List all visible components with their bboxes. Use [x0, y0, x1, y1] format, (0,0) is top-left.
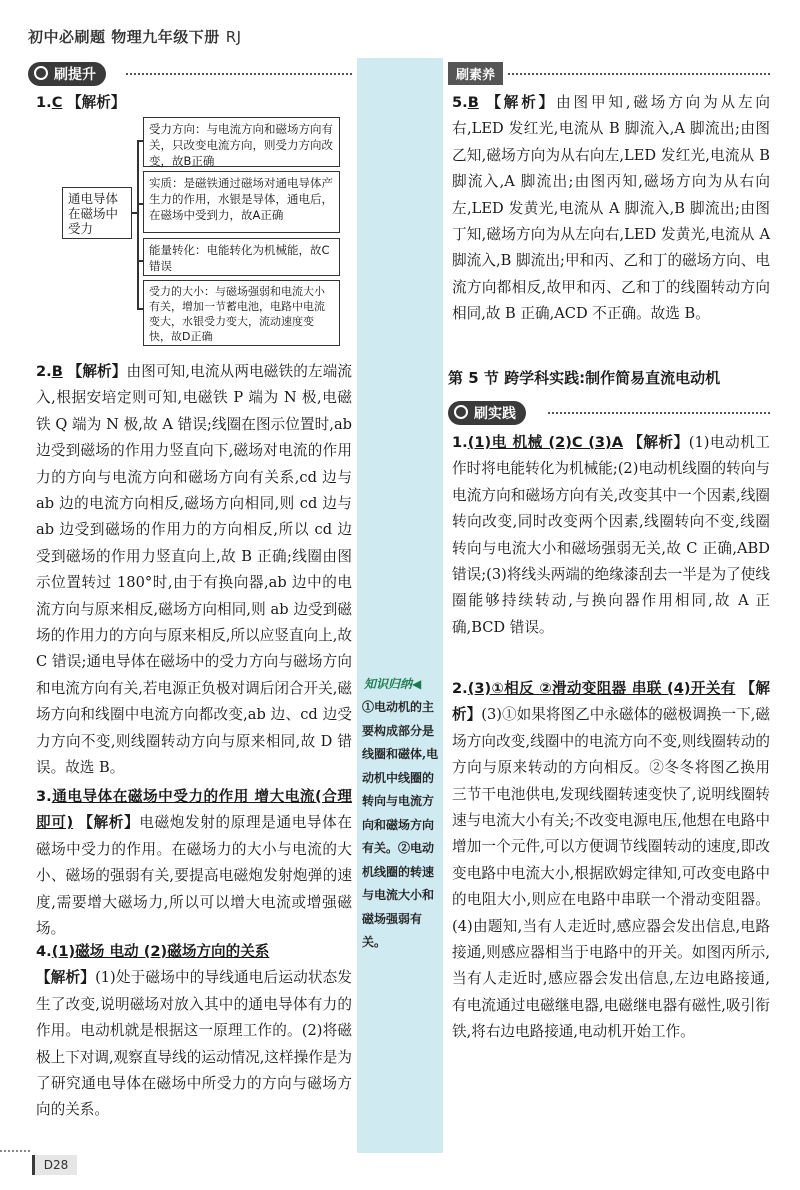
p1-block: 1.(1)电 机械 (2)C (3)A 【解析】(1)电动机工作时将电能转化为机械能;(2)电动机线圈的转向与电流方向和磁场方向有关,改变其中一个因素,线圈转向改变,同时改变两个因素,线圈转向不变,线圈转向与电流大小和磁场强弱无关,故 C 正确,ABD 错误;(3)将线头两端的绝缘漆刮去一半是为了使线圈能够持续转动,与换向器作用相同,故 A 正确,BCD 错误。: [452, 434, 770, 636]
q5-block: 5.B 【解析】由图甲知,磁场方向为从左向右,LED 发红光,电流从 B 脚流入,A 脚流出;由图乙知,磁场方向为从右向左,LED 发红光,电流从 B 脚流入,A 脚流出;由图丙知,磁场方向为从右向左,LED 发黄光,电流从 A 脚流入,B 脚流出;由图丁知,磁场方向为从左向右,LED 发黄光,电流从 A 脚流入,B 脚流出;甲和丙、乙和丁的磁场方向、电流方向都相反,故甲和丙、乙和丁的线圈转动方向相同,故 B 正确,ACD 不正确。故选 B。: [452, 94, 771, 323]
diagram-box-essence: 实质：是磁铁通过磁场对通电导体产生力的作用，水银是导体，通电后，在磁场中受到力，故A正确: [143, 171, 340, 233]
q1-head: 1.C 【解析】: [36, 94, 126, 111]
knowledge-text: ①电动机的主要构成部分是线圈和磁体,电动机中线圈的转向与电流方向和磁场方向有关。②电动机线圈的转速与电流大小和磁场强弱有关。: [362, 700, 439, 949]
p2-explanation: (3)①如果将图乙中永磁体的磁极调换一下,磁场方向改变,线圈中的电流方向不变,则线圈转动的方向与原来转动的方向相反。②冬冬将图乙换用三节干电池供电,发现线圈转速变快了,说明线圈转速与电流大小有关;不改变电源电压,他想在电路中增加一个元件,可以方便调节线圈转动的速度,即改变电路中电流大小,根据欧姆定律知,可改变电路中的电阻大小,则应在电路中串联一个滑动变阻器。(4)由题知,当有人走近时,感应器会发出信息,电路接通,则感应器相当于电路中的开关。如图丙所示,当有人走近时,感应器会发出信息,左边电路接通,有电流通过电磁继电器,电磁继电器有磁性,吸引衔铁,将右边电路接通,电动机开始工作。: [452, 706, 770, 1041]
q4-explanation: (1)处于磁场中的导线通电后运动状态发生了改变,说明磁场对放入其中的通电导体有力的作用。电动机就是根据这一原理工作的。(2)将磁极上下对调,观察直导线的运动情况,这样操作是为了研究通电导体在磁场中所受力的方向与磁场方向的关系。: [36, 969, 352, 1119]
p2-block: 2.(3)①相反 ②滑动变阻器 串联 (4)开关有 【解析】(3)①如果将图乙中永磁体的磁极调换一下,磁场方向改变,线圈中的电流方向不变,则线圈转动的方向与原来转动的方向相反。②冬冬将图乙换用三节干电池供电,发现线圈转速变快了,说明线圈转速与电流大小有关;不改变电源电压,他想在电路中增加一个元件,可以方便调节线圈转动的速度,即改变电路中电流大小,根据欧姆定律知,可改变电路中的电阻大小,则应在电路中串联一个滑动变阻器。(4)由题知,当有人走近时,感应器会发出信息,电路接通,则感应器相当于电路中的开关。如图丙所示,当有人走近时,感应器会发出信息,左边电路接通,有电流通过电磁继电器,电磁继电器有磁性,吸引衔铁,将右边电路接通,电动机开始工作。: [452, 680, 770, 1041]
diagram-box-magnitude: 受力的大小：与磁场强弱和电流大小有关，增加一节蓄电池，电路中电流变大，水银受力变大，流动速度变快，故D正确: [143, 280, 340, 346]
p1-explanation: (1)电动机工作时将电能转化为机械能;(2)电动机线圈的转向与电流方向和磁场方向有关,改变其中一个因素,线圈转向改变,同时改变两个因素,线圈转向不变,线圈转向与电流大小和磁场强弱无关,故 C 正确,ABD 错误;(3)将线头两端的绝缘漆刮去一半是为了使线圈能够持续转动,与换向器作用相同,故 A 正确,BCD 错误。: [452, 434, 770, 636]
knowledge-title: 知识归纳◀: [364, 677, 422, 691]
section-badge-tisheng: 刷提升: [28, 62, 106, 86]
dotted-divider: [548, 412, 770, 414]
q4-block: 4.(1)磁场 电动 (2)磁场方向的关系 【解析】(1)处于磁场中的导线通电后运动状态发生了改变,说明磁场对放入其中的通电导体有力的作用。电动机就是根据这一原理工作的。(2)将磁极上下对调,观察直导线的运动情况,这样操作是为了研究通电导体在磁场中所受力的方向与磁场方向的关系。: [36, 943, 352, 1119]
running-header: [28, 26, 242, 47]
header-edition: RJ: [225, 28, 242, 46]
section-badge-suyang: 刷素养: [448, 62, 503, 85]
section-badge-shijian: 刷实践: [448, 401, 526, 425]
section-title: 第 5 节 跨学科实践:制作简易直流电动机: [448, 369, 721, 387]
q3-block: 3.通电导体在磁场中受力的作用 增大电流(合理即可) 【解析】电磁炮发射的原理是通电导体在磁场中受力的作用。在磁场力的大小与电流的大小、磁场的强弱有关,要提高电磁炮发射炮弹的速度,需要增大磁场力,所以可以增大电流或增强磁场。: [36, 788, 352, 938]
q5-explanation: 由图甲知,磁场方向为从左向右,LED 发红光,电流从 B 脚流入,A 脚流出;由图乙知,磁场方向为从右向左,LED 发红光,电流从 B 脚流入,A 脚流出;由图丙知,磁场方向为从右向左,LED 发黄光,电流从 A 脚流入,B 脚流出;由图丁知,磁场方向为从左向右,LED 发黄光,电流从 A 脚流入,B 脚流出;甲和丙、乙和丁的磁场方向、电流方向都相反,故甲和丙、乙和丁的线圈转动方向相同,故 B 正确,ACD 不正确。故选 B。: [452, 94, 771, 323]
corner-dots: [0, 1150, 30, 1152]
q2-block: 2.B 【解析】由图可知,电流从两电磁铁的左端流入,根据安培定则可知,电磁铁 P 端为 N 极,电磁铁 Q 端为 N 极,故 A 错误;线圈在图示位置时,ab 边受到磁场的作用力竖直向下,磁场对电流的作用力的方向与电流方向和磁场方向有关系,cd 边与 ab 边的电流方向相反,磁场方向相同,则 cd 边与 ab 边受到磁场的作用力的方向相反,所以 cd 边受到磁场的作用力竖直向上,故 B 正确;线圈由图示位置转过 180°时,由于有换向器,ab 边中的电流方向与原来相反,磁场方向相同,则 ab 边受到磁场的作用力的方向与原来相反,所以应竖直向上,故 C 错误;通电导体在磁场中的受力方向与磁场方向和电流方向有关,若电源正负极对调后闭合开关,磁场方向和线圈中电流方向都改变,ab 边、cd 边受力方向不变,则线圈转动方向与原来相同,故 D 错误。故选 B。: [36, 363, 353, 777]
dotted-divider: [508, 73, 770, 75]
q3-explanation: 电磁炮发射的原理是通电导体在磁场中受力的作用。在磁场力的大小与电流的大小、磁场的强弱有关,要提高电磁炮发射炮弹的速度,需要增大磁场力,所以可以增大电流或增强磁场。: [36, 814, 352, 938]
diagram-box-energy: 能量转化：电能转化为机械能，故C错误: [143, 238, 340, 276]
page-number: D28: [32, 1155, 77, 1175]
dotted-divider: [126, 73, 352, 75]
q2-explanation: 由图可知,电流从两电磁铁的左端流入,根据安培定则可知,电磁铁 P 端为 N 极,电磁铁 Q 端为 N 极,故 A 错误;线圈在图示位置时,ab 边受到磁场的作用力竖直向下,磁场对电流的作用力的方向与电流方向和磁场方向有关系,cd 边与 ab 边的电流方向相反,磁场方向相同,则 cd 边与 ab 边受到磁场的作用力的方向相反,所以 cd 边受到磁场的作用力竖直向上,故 B 正确;线圈由图示位置转过 180°时,由于有换向器,ab 边中的电流方向与原来相反,磁场方向相同,则 ab 边受到磁场的作用力的方向与原来相反,所以应竖直向上,故 C 错误;通电导体在磁场中的受力方向与磁场方向和电流方向有关,若电源正负极对调后闭合开关,磁场方向和线圈中电流方向都改变,ab 边、cd 边受力方向不变,则线圈转动方向与原来相同,故 D 错误。故选 B。: [36, 363, 353, 777]
header-title: 初中必刷题 物理九年级下册: [28, 28, 220, 46]
diagram-box-direction: 受力方向：与电流方向和磁场方向有关，只改变电流方向，则受力方向改变，故B正确: [143, 117, 340, 167]
diagram-connector: [137, 140, 139, 308]
diagram-root: 通电导体在磁场中受力: [62, 187, 132, 239]
knowledge-strip: [357, 58, 443, 1153]
